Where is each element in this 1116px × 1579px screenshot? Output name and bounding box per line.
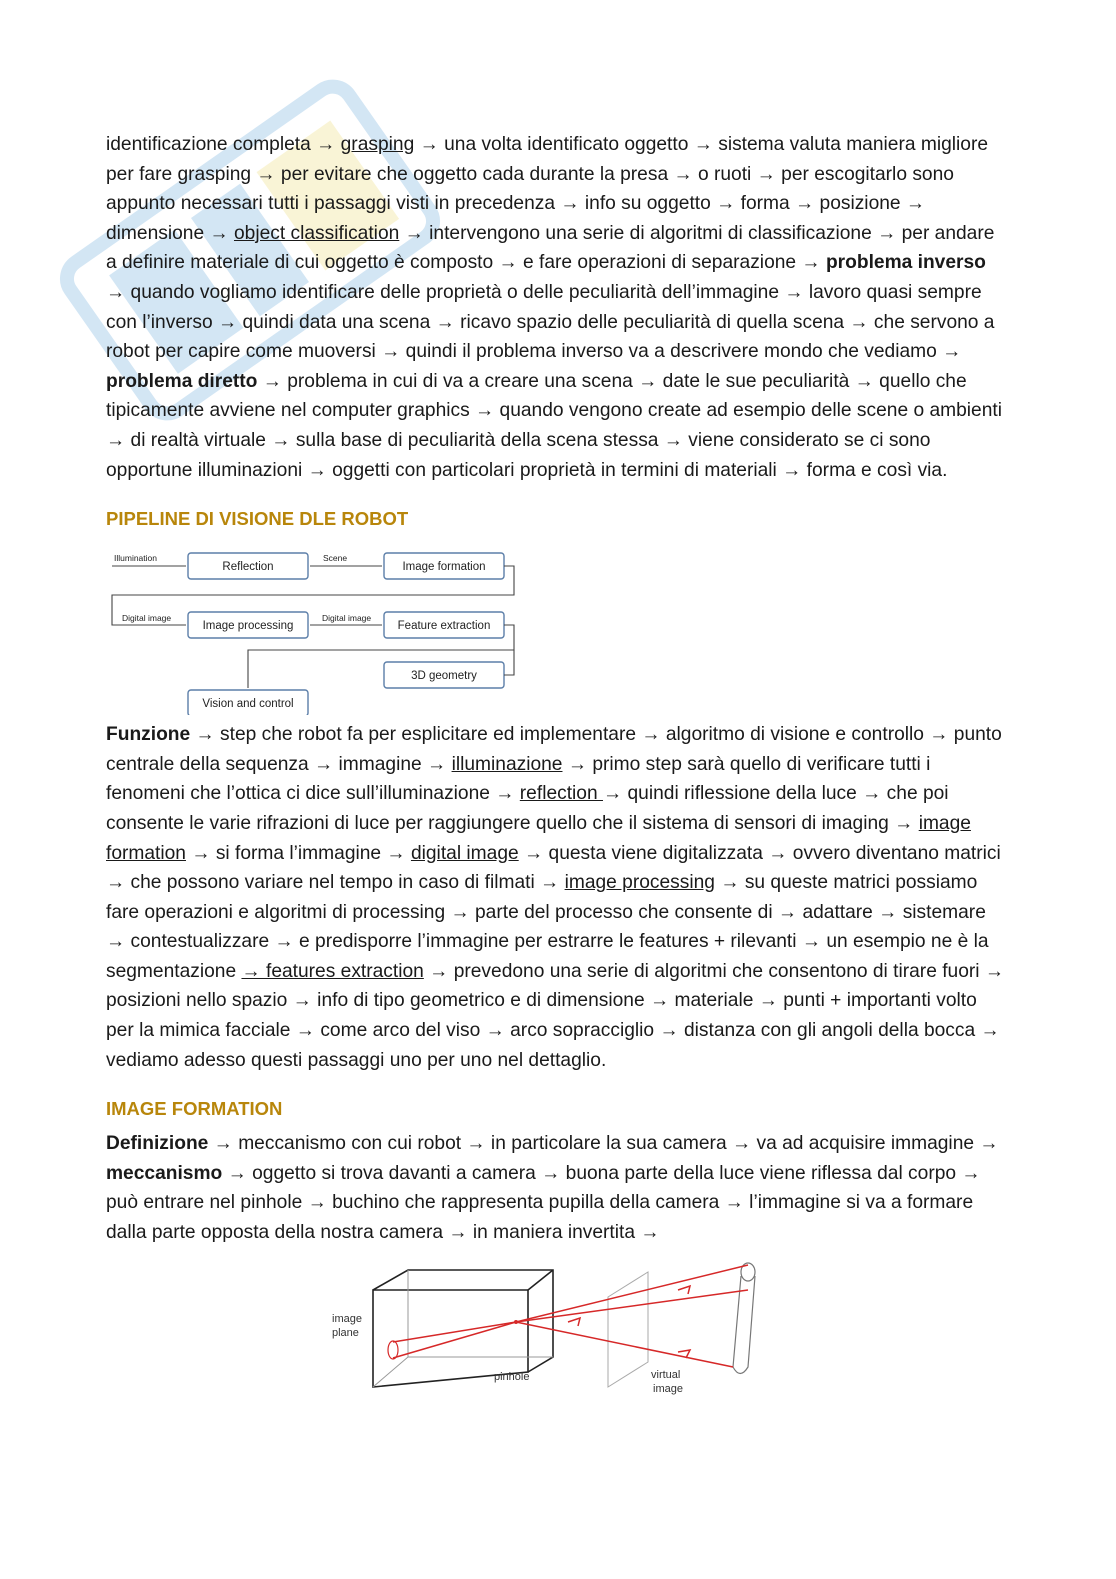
label-virtual-image-1: virtual <box>651 1368 681 1381</box>
text-run: → si forma l’immagine → <box>185 842 411 864</box>
label-virtual-image-2: image <box>653 1382 683 1395</box>
text-run: → problema in cui di va a creare una scena → date le sue peculiarità → quello che tipicamente avviene nel computer graphics → quando vengono create ad esempio delle scene o ambienti → di realtà virtuale → sulla base di peculiarità della scena stessa → viene considerato se ci sono opportune illuminazioni → oggetti con particolari proprietà in termini di materiali → forma e così via. <box>106 370 1002 481</box>
label-digital-image-2: Digital image <box>322 613 372 624</box>
label-digital-image-1: Digital image <box>122 613 172 624</box>
text-run: → step che robot fa per esplicitare ed implementare → algoritmo di visione e controllo → punto centrale della sequenza → immagine → <box>106 724 1002 775</box>
box-vision-control: Vision and control <box>202 698 294 711</box>
label-image-plane-2: plane <box>332 1326 359 1339</box>
underlined-term: → features extraction <box>241 960 424 982</box>
underlined-term: reflection <box>519 783 603 805</box>
text-run: → meccanismo con cui robot → in particolare la sua camera → va ad acquisire immagine → <box>208 1133 999 1155</box>
paragraph-grasping <box>106 130 1006 485</box>
bold-term: problema inverso <box>825 252 986 274</box>
page-content <box>106 130 1006 1407</box>
underlined-term: image formation <box>106 812 971 864</box>
pinhole-camera-diagram <box>328 1262 768 1402</box>
label-pinhole: pinhole <box>494 1370 530 1383</box>
text-run: → questa viene digitalizzata → ovvero diventano matrici → che possono variare nel tempo in caso di filmati → <box>106 842 1001 894</box>
underlined-term: object classification <box>233 222 400 244</box>
text-run: → quando vogliamo identificare delle proprietà o delle peculiarità dell’immagine → lavoro quasi sempre con l’inverso → quindi data una scena → ricavo spazio delle peculiarità di quella scena → che servono a robot per capire come muoversi → quindi il problema inverso va a descrivere mondo che vediamo → <box>106 281 995 363</box>
heading-pipeline: PIPELINE DI VISIONE DLE ROBOT <box>106 508 409 530</box>
paragraph-funzione <box>106 720 1006 1075</box>
text-run: → intervengono una serie di algoritmi di classificazione → per andare a definire materiale di cui oggetto è composto → e fare operazioni di separazione → <box>106 222 995 274</box>
bold-term: problema diretto <box>106 370 258 392</box>
underlined-term: grasping <box>340 134 415 155</box>
bold-term: Definizione <box>106 1133 209 1155</box>
text-run: → quindi riflessione della luce → che poi consente le varie rifrazioni di luce per raggiungere quello che il sistema di sensori di imaging → <box>106 783 949 834</box>
label-illumination: Illumination <box>114 553 157 564</box>
label-scene: Scene <box>323 553 348 564</box>
box-3d-geometry: 3D geometry <box>411 670 477 683</box>
text-run: → prevedono una serie di algoritmi che consentono di tirare fuori → posizioni nello spazio → info di tipo geometrico e di dimensione → materiale → punti + importanti volto per la mimica facciale → come arco del viso → arco sopracciglio → distanza con gli angoli della bocca → vediamo adesso questi passaggi uno per uno nel dettaglio. <box>106 960 1005 1071</box>
box-image-formation: Image formation <box>402 561 486 574</box>
pipeline-diagram <box>106 545 526 715</box>
label-image-plane-1: image <box>332 1312 362 1325</box>
text-run: → una volta identificato oggetto → sistema valuta maniera migliore per fare grasping → per evitare che oggetto cada durante la presa → o ruoti → per escogitarlo sono appunto necessari tutti i passaggi visti in precedenza → info su oggetto → forma → posizione → dimensione → <box>106 134 989 244</box>
text-run: → su queste matrici possiamo fare operazioni e algoritmi di processing → parte del processo che consente di → adattare → sistemare → contestualizzare → e predisporre l’immagine per estrarre le features + rilevanti → un esempio ne è la segmentazione <box>106 872 989 982</box>
heading-image-formation: IMAGE FORMATION <box>106 1098 283 1120</box>
box-reflection: Reflection <box>222 561 274 574</box>
text-run: → primo step sarà quello di verificare tutti i fenomeni che l’ottica ci dice sull’illuminazione → <box>106 753 931 805</box>
underlined-term: illuminazione <box>451 753 563 775</box>
box-feature-extraction: Feature extraction <box>397 620 491 633</box>
bold-term: meccanismo <box>106 1162 223 1184</box>
underlined-term: digital image <box>410 842 519 864</box>
underlined-term: image processing <box>564 872 715 894</box>
text-run: identificazione completa → <box>106 134 341 155</box>
paragraph-definizione <box>106 1129 1006 1247</box>
text-run: → oggetto si trova davanti a camera → buona parte della luce viene riflessa dal corpo → può entrare nel pinhole → buchino che rappresenta pupilla della camera → l’immagine si va a formare dalla parte opposta della nostra camera → in maniera invertita → <box>106 1162 981 1244</box>
bold-term: Funzione <box>106 724 191 746</box>
box-image-processing: Image processing <box>202 620 294 633</box>
